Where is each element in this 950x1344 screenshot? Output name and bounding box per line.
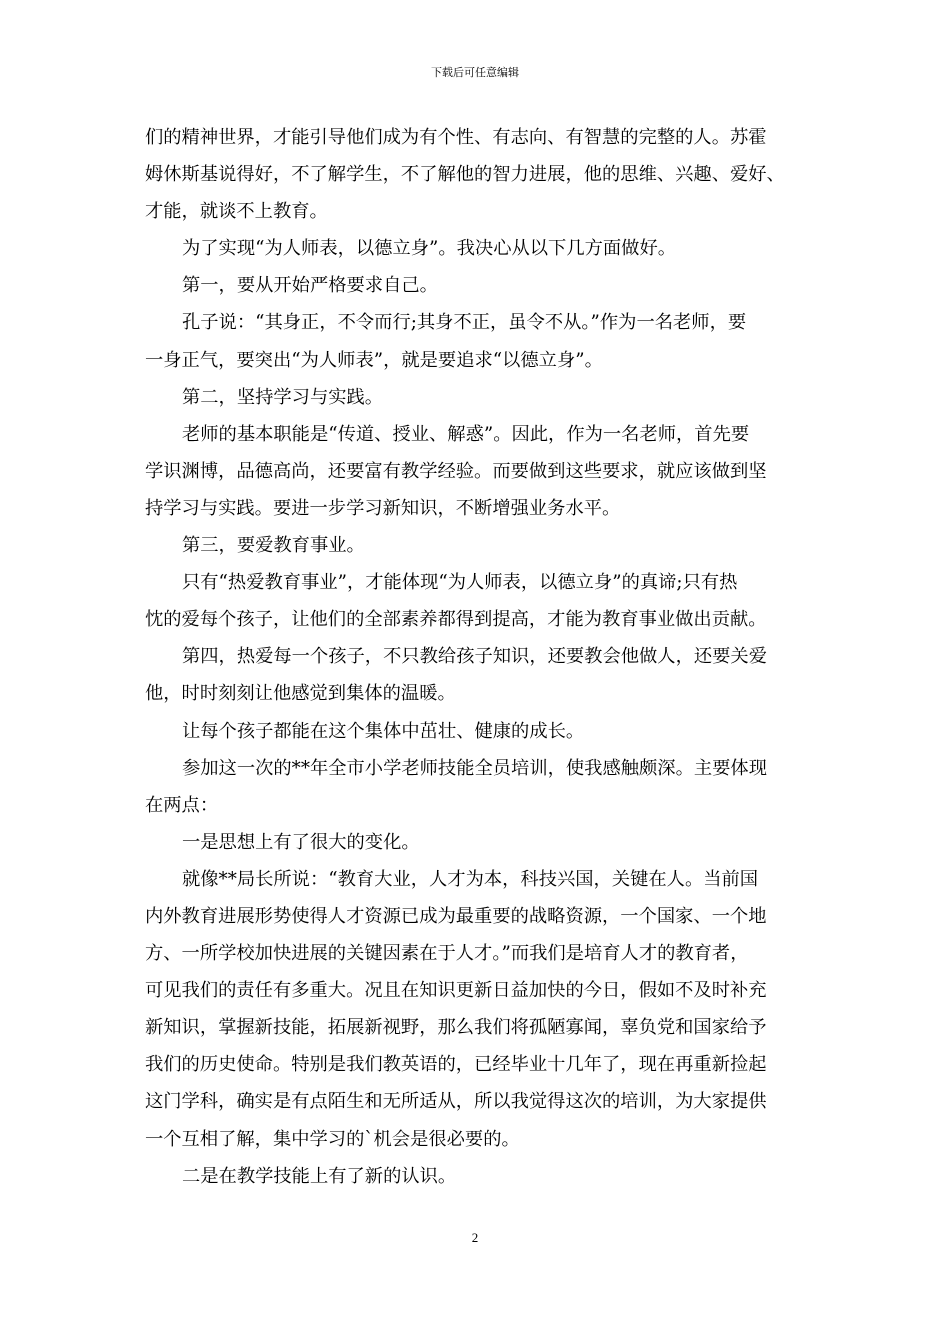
- text-line: 第四，热爱每一个孩子，不只教给孩子知识，还要教会他做人，还要关爱: [182, 646, 767, 668]
- text-line: 忱的爱每个孩子，让他们的全部素养都得到提高，才能为教育事业做出贡献。: [145, 609, 767, 631]
- text-line: 二是在教学技能上有了新的认识。: [182, 1165, 457, 1187]
- text-line: 姆休斯基说得好，不了解学生，不了解他的智力进展，他的思维、兴趣、爱好、: [145, 164, 785, 186]
- text-line: 内外教育进展形势使得人才资源已成为最重要的战略资源，一个国家、一个地: [145, 905, 767, 927]
- text-line: 他，时时刻刻让他感觉到集体的温暖。: [145, 683, 456, 705]
- text-line: 在两点：: [145, 794, 219, 816]
- text-line: 参加这一次的**年全市小学老师技能全员培训，使我感触颇深。主要体现: [182, 757, 767, 779]
- text-line: 这门学科，确实是有点陌生和无所适从，所以我觉得这次的培训，为大家提供: [145, 1091, 767, 1113]
- text-line: 我们的历史使命。特别是我们教英语的，已经毕业十几年了，现在再重新捡起: [145, 1054, 767, 1076]
- text-line: 让每个孩子都能在这个集体中茁壮、健康的成长。: [182, 720, 585, 742]
- text-line: 孔子说：“其身正，不令而行;其身不正，虽令不从。”作为一名老师，要: [182, 312, 747, 334]
- text-line: 第一，要从开始严格要求自己。: [182, 275, 438, 297]
- text-line: 们的精神世界，才能引导他们成为有个性、有志向、有智慧的完整的人。苏霍: [145, 127, 767, 148]
- text-line: 为了实现“为人师表，以德立身”。我决心从以下几方面做好。: [182, 238, 677, 260]
- text-line: 只有“热爱教育事业”，才能体现“为人师表，以德立身”的真谛;只有热: [182, 572, 738, 594]
- page-header: 下载后可任意编辑: [431, 66, 519, 79]
- page-number: 2: [471, 1230, 479, 1245]
- document-body: [145, 119, 825, 1195]
- text-line: 一个互相了解，集中学习的`机会是很必要的。: [145, 1128, 520, 1150]
- text-line: 持学习与实践。要进一步学习新知识，不断增强业务水平。: [145, 497, 621, 519]
- text-line: 可见我们的责任有多重大。况且在知识更新日益加快的今日，假如不及时补充: [145, 980, 767, 1002]
- text-line: 就像**局长所说：“教育大业，人才为本，科技兴国，关键在人。当前国: [182, 868, 759, 890]
- text-line: 老师的基本职能是“传道、授业、解惑”。因此，作为一名老师，首先要: [182, 423, 750, 445]
- text-line: 一身正气，要突出“为人师表”，就是要追求“以德立身”。: [145, 349, 603, 371]
- text-line: 一是思想上有了很大的变化。: [182, 831, 420, 853]
- text-line: 第二，坚持学习与实践。: [182, 386, 384, 408]
- text-line: 学识渊博，品德高尚，还要富有教学经验。而要做到这些要求，就应该做到坚: [145, 460, 767, 482]
- text-line: 才能，就谈不上教育。: [145, 201, 328, 223]
- text-line: 新知识，掌握新技能，拓展新视野，那么我们将孤陋寡闻，辜负党和国家给予: [145, 1017, 767, 1039]
- text-line: 方、一所学校加快进展的关键因素在于人才。”而我们是培育人才的教育者，: [145, 943, 749, 965]
- text-line: 第三，要爱教育事业。: [182, 535, 365, 557]
